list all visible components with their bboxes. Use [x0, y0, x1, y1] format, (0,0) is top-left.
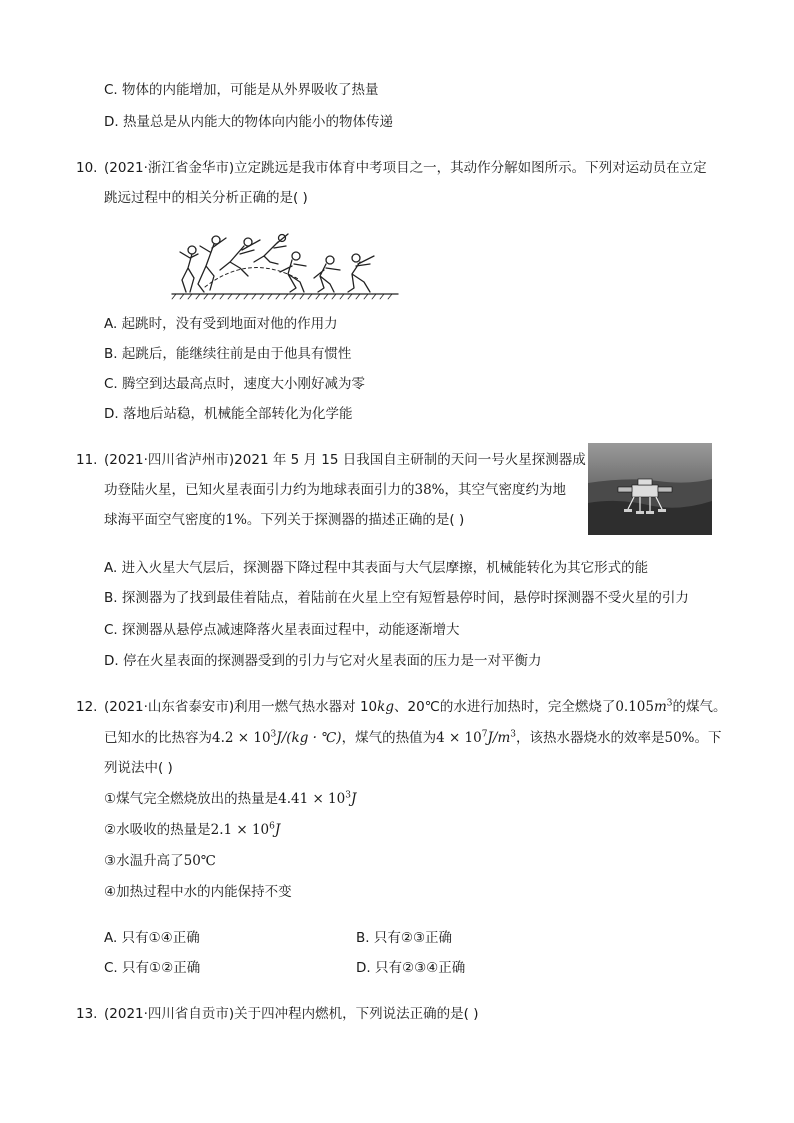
q10-option-d: D. 落地后站稳，机械能全部转化为化学能 — [104, 406, 353, 422]
q10-number: 10. — [76, 160, 98, 176]
q12-heat-value-unit: J/m — [487, 730, 511, 746]
q12-statement-2-value: 2.1 × 10 — [210, 822, 270, 838]
q9-option-c: C. 物体的内能增加，可能是从外界吸收了热量 — [104, 82, 379, 98]
q10-option-c: C. 腾空到达最高点时，速度大小刚好减为零 — [104, 376, 366, 392]
q12-statement-3-text: ③水温升高了 — [104, 853, 184, 869]
q11-stem-line3-tail: 。下列关于探测器的描述正确的是( ) — [246, 512, 465, 528]
q12-gas-volume: 0.105 — [615, 699, 654, 715]
q11-option-c: C. 探测器从悬停点减速降落火星表面过程中，动能逐渐增大 — [104, 622, 460, 638]
q12-heat-value-unit-exponent: 3 — [510, 729, 516, 740]
q13-stem-line1: (2021·四川省自贡市)关于四冲程内燃机，下列说法正确的是( ) — [104, 1006, 479, 1022]
q12-option-b: B. 只有②③正确 — [356, 930, 453, 946]
q12-statement-1-value: 4.41 × 10 — [278, 791, 346, 807]
q12-stem-line1 — [104, 697, 727, 717]
q11-density-percent: 1% — [225, 512, 247, 528]
q10-option-a: A. 起跳时，没有受到地面对他的作用力 — [104, 316, 338, 332]
q11-stem-line3-text: 球海平面空气密度的 — [104, 512, 226, 528]
q12-statement-3 — [104, 851, 216, 871]
q12-stem-line1-middle: 、20℃的水进行加热时，完全燃烧了 — [393, 699, 616, 715]
q12-specific-heat-exponent: 3 — [270, 729, 277, 740]
q11-stem-line1: (2021·四川省泸州市)2021 年 5 月 15 日我国自主研制的天问一号火星探测器成 — [104, 452, 586, 468]
long-jump-figure — [170, 232, 400, 300]
q12-stem-line1-text: (2021·山东省泰安市)利用一燃气热水器对 10 — [104, 699, 378, 715]
q10-option-b: B. 起跳后，能继续往前是由于他具有惯性 — [104, 346, 352, 362]
q11-option-d: D. 停在火星表面的探测器受到的引力与它对火星表面的压力是一对平衡力 — [104, 653, 542, 669]
q12-specific-heat-value: 4.2 × 10 — [212, 730, 271, 746]
q12-efficiency: 50% — [664, 730, 695, 746]
mars-rover-photo — [588, 443, 712, 535]
q11-stem-line2 — [104, 480, 566, 500]
q12-stem-line2-text: 已知水的比热容为 — [104, 730, 212, 746]
q12-stem-line3: 列说法中( ) — [104, 760, 173, 776]
q12-option-a: A. 只有①④正确 — [104, 930, 200, 946]
q12-mass-unit: kg — [377, 699, 394, 715]
q13-number: 13. — [76, 1006, 98, 1022]
q12-heat-value-exponent: 7 — [481, 729, 488, 740]
q12-stem-line2-efficiency-text: ，该热水器烧水的效率是 — [515, 730, 665, 746]
q10-stem-line1: (2021·浙江省金华市)立定跳远是我市体育中考项目之一，其动作分解如图所示。下列对运动员在立定 — [104, 160, 707, 176]
q9-option-d: D. 热量总是从内能大的物体向内能小的物体传递 — [104, 114, 393, 130]
q12-stem-line1-tail: 的煤气。 — [672, 699, 727, 715]
q11-option-a: A. 进入火星大气层后，探测器下降过程中其表面与大气层摩擦，机械能转化为其它形式的能 — [104, 560, 649, 576]
q12-statement-1-unit: J — [350, 791, 357, 807]
q12-statement-2-unit: J — [274, 822, 281, 838]
q12-volume-unit: m — [653, 699, 667, 715]
q12-stem-line2-tail: 。下 — [694, 730, 722, 746]
q12-statement-1-text: ①煤气完全燃烧放出的热量是 — [104, 791, 279, 807]
q12-statement-1 — [104, 789, 356, 809]
q12-specific-heat-unit: J/(kg · ℃) — [276, 730, 342, 746]
q12-heat-value: 4 × 10 — [436, 730, 482, 746]
q12-stem-line2-middle: ，煤气的热值为 — [341, 730, 437, 746]
q12-stem-line2 — [104, 728, 722, 748]
q12-volume-exponent: 3 — [666, 698, 673, 709]
q12-number: 12. — [76, 699, 98, 715]
q11-gravity-percent: 38% — [414, 482, 445, 498]
q12-option-d: D. 只有②③④正确 — [356, 960, 466, 976]
q11-stem-line3 — [104, 510, 464, 530]
q12-option-c: C. 只有①②正确 — [104, 960, 201, 976]
q12-statement-2-text: ②水吸收的热量是 — [104, 822, 211, 838]
q12-statement-4: ④加热过程中水的内能保持不变 — [104, 884, 292, 900]
q12-statement-2 — [104, 820, 280, 840]
q11-stem-line2-text: 功登陆火星，已知火星表面引力约为地球表面引力的 — [104, 482, 415, 498]
q10-stem-line2: 跳远过程中的相关分析正确的是( ) — [104, 190, 308, 206]
q12-statement-1-exponent: 3 — [345, 790, 351, 801]
q12-statement-3-value: 50℃ — [183, 853, 216, 869]
q11-stem-line2-tail: ，其空气密度约为地 — [444, 482, 567, 498]
q11-option-b: B. 探测器为了找到最佳着陆点，着陆前在火星上空有短暂悬停时间，悬停时探测器不受火星的引力 — [104, 590, 689, 606]
q12-statement-2-exponent: 6 — [269, 821, 275, 832]
q11-number: 11. — [76, 452, 98, 468]
